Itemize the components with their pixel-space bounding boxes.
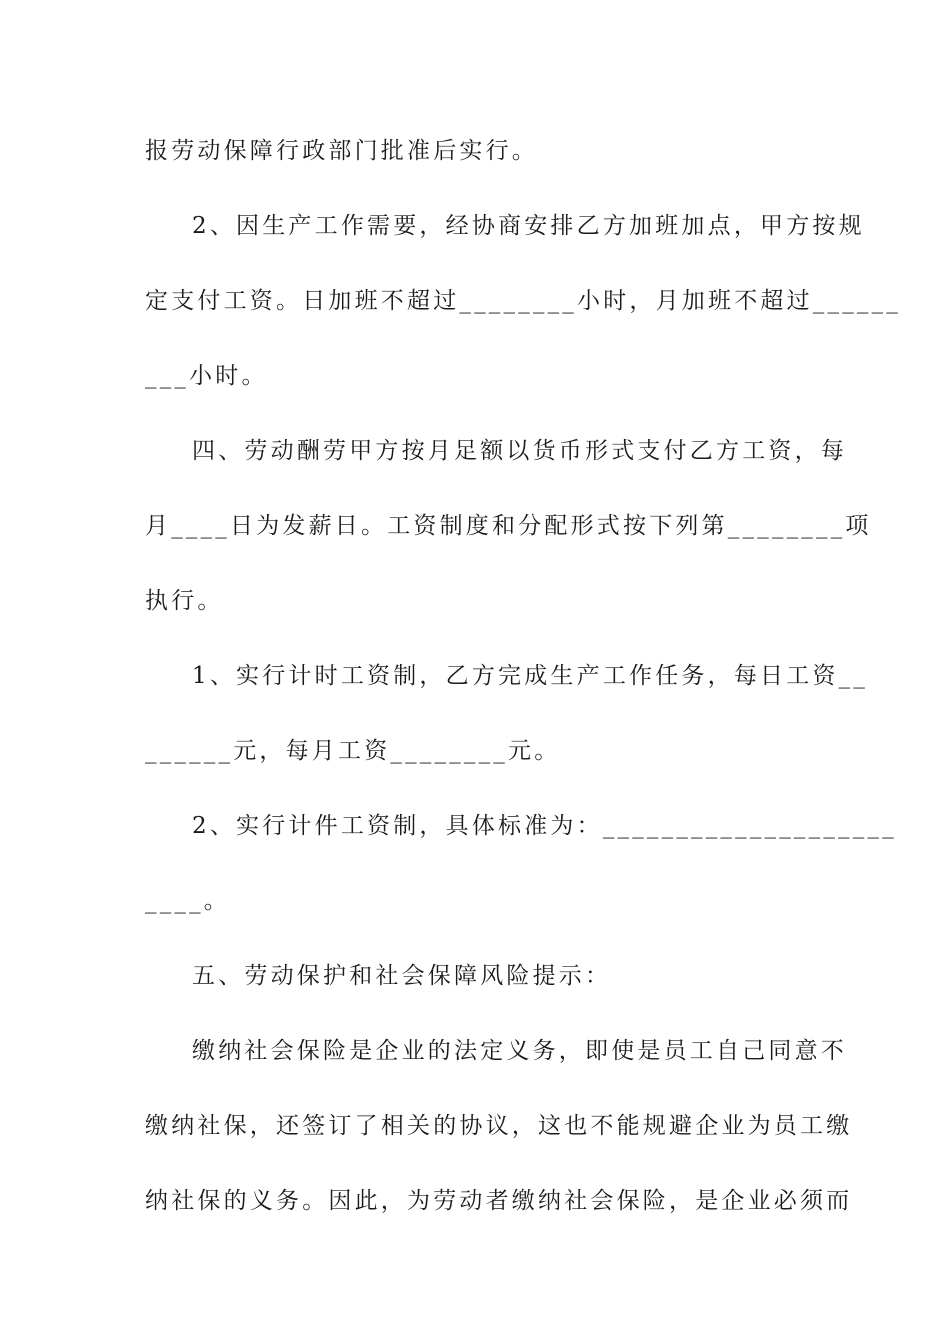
text-line: 月____日为发薪日。工资制度和分配形式按下列第________项 — [145, 513, 872, 539]
text-line: 定支付工资。日加班不超过________小时，月加班不超过______ — [145, 288, 901, 314]
text-line: 2、实行计件工资制，具体标准为：____________________ — [192, 813, 897, 839]
text-line: ____。 — [145, 888, 230, 914]
section-heading-line: 四、劳动酬劳甲方按月足额以货币形式支付乙方工资，每 — [192, 438, 847, 464]
text-line: 执行。 — [145, 588, 224, 614]
text-line: 缴纳社会保险是企业的法定义务，即使是员工自己同意不 — [192, 1038, 847, 1064]
section-heading-line: 五、劳动保护和社会保障风险提示： — [192, 963, 612, 989]
text-line: ___小时。 — [145, 363, 268, 389]
text-line: 1、实行计时工资制，乙方完成生产工作任务，每日工资__ — [192, 663, 869, 689]
text-line: ______元，每月工资________元。 — [145, 738, 561, 764]
text-line: 缴纳社保，还签订了相关的协议，这也不能规避企业为员工缴 — [145, 1113, 853, 1139]
text-line: 2、因生产工作需要，经协商安排乙方加班加点，甲方按规 — [192, 213, 865, 239]
text-line: 纳社保的义务。因此，为劳动者缴纳社会保险，是企业必须而 — [145, 1188, 853, 1214]
text-line: 报劳动保障行政部门批准后实行。 — [145, 138, 538, 164]
